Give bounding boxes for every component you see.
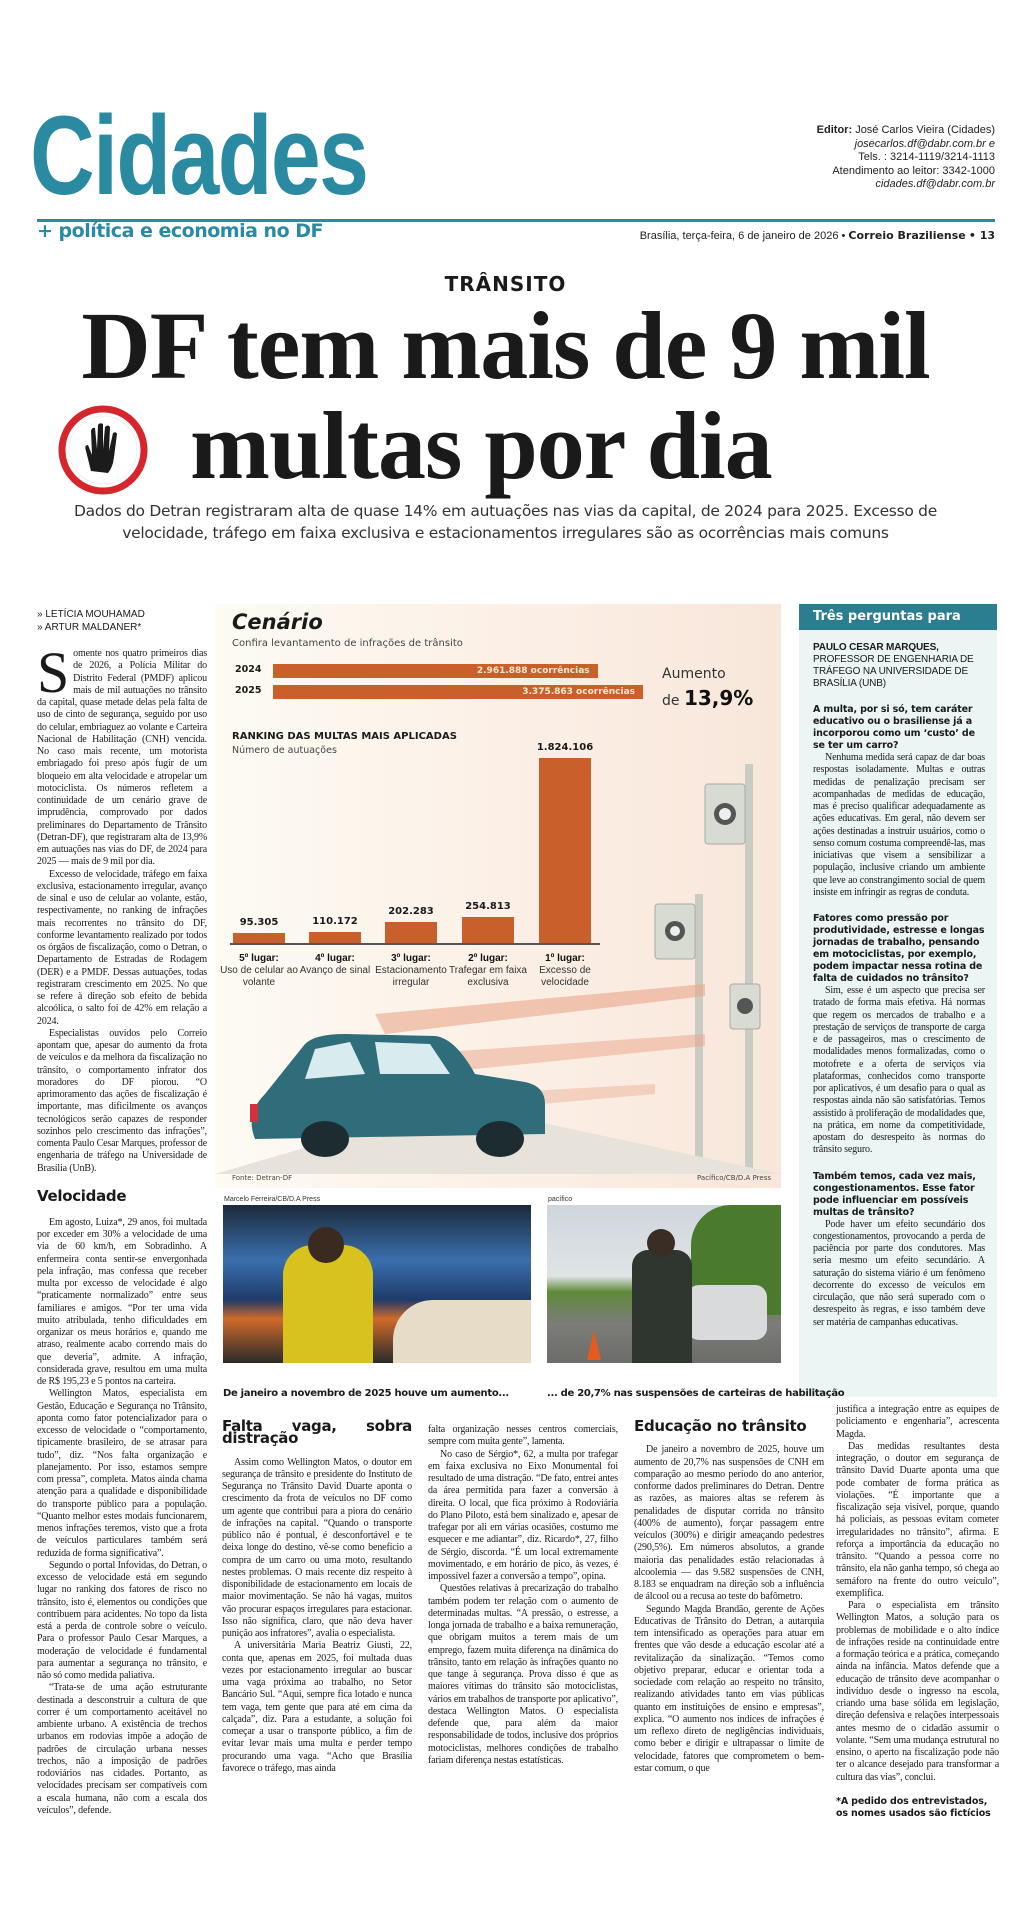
photo-credit: pacífico — [548, 1196, 573, 1203]
paragraph: Das medidas resultantes desta integração, o doutor em segurança de trânsito David Duarte aponta uma que pode combater de forma prática as violações. “É importante que a fiscalização seja visível, porque, quando há policiais, as pessoas evitam cometer irregularidades no trânsito”, afirma. E reforça a importância da educação no trânsito. “Quando a pessoa corre no trânsito, ela não ganha tempo, só chega ao semáforo na frente do outro veículo”, exemplifica. — [836, 1440, 999, 1599]
subheading-velocidade: Velocidade — [37, 1186, 127, 1205]
category-label: Trafegar em faixa exclusiva — [449, 965, 527, 988]
interview-sidebar — [799, 604, 997, 1397]
photo-traffic-stop-day — [547, 1205, 781, 1363]
paragraph: No caso de Sérgio*, 62, a multa por trafegar em faixa exclusiva no Eixo Monumental foi resultado de uma distração. “De fato, entrei antes da área permitida para fazer a conversão à direita. O local, que fica próximo à Rodoviária do Plano Piloto, está bem sinalizado e, apesar de trafegar por ali em várias ocasiões, costumo me esquecer e me adiantar”, diz. Ricardo*, 27, filho de Sérgio, discorda. “É um local extremamente movimentado, e em horário de pico, às vezes, é impossível fazer a conversão a tempo”, opina. — [428, 1448, 618, 1582]
ranking-bar — [385, 922, 437, 943]
ranking-value: 202.283 — [388, 906, 434, 918]
editor-info — [817, 124, 995, 192]
category-label: Uso de celular ao volante — [220, 965, 298, 988]
paragraph: Questões relativas à precarização do trabalho também podem ter relação com o aumento de determinadas multas. “A pressão, o estresse, a longa jornada de trabalho e a baixa remuneração, que obrigam muitos a terem mais de um emprego, fazem muita diferença na dinâmica do trânsito, tanto em relação às infrações quanto no que tange à segurança. Prova disso é que as maiores vítimas do trânsito são motociclistas, vários em trabalhos de transporte por aplicativo”, destaca Wellington Matos. O especialista defende que, para além da maior responsabilidade de todos, inclusive dos próprios motociclistas, melhores condições de trabalho fariam diferença nestas estatísticas. — [428, 1583, 618, 1766]
paragraph: Para o especialista em trânsito Wellington Matos, a solução para os problemas de mobilidade e o alto índice de infrações reside na continuidade entre a formação teórica e a prática, começando ainda na infância. Matos defende que a educação de trânsito deve acompanhar o indivíduo desde o ingresso na escola, criando uma base sólida em legislação, direção defensiva e relações interpessoais antes mesmo de o cidadão assumir o volante. “Sem uma mudança estrutural no ensino, o aperto na fiscalização pode não ter o alcance desejado para transformar a cultura das vias”, conclui. — [836, 1600, 999, 1783]
year-bar: 3.375.863 ocorrências — [273, 685, 643, 699]
paragraph: De janeiro a novembro de 2025, houve um aumento de 20,7% nas suspensões de CNH em comparação ao mesmo período do ano anterior, conforme dados preliminares do Detran. Dentre as razões, as maiores altas se referem às penalidades de disputar corrida no trânsito (400% de aumento), forçar passagem entre veículos (300%) e dirigir ameaçando pedestres (290,5%). Em números absolutos, a grande maioria das penalidades estão relacionadas à alcoolemia — das 9.582 suspensões de CNH, 8.183 se enquadram na direção sob a influência de álcool ou a recusa ao teste do bafômetro. — [634, 1444, 824, 1603]
subheading-educacao: Educação no trânsito — [634, 1417, 807, 1435]
ranking-bar — [462, 917, 514, 943]
paper-name: Correio Braziliense — [848, 229, 966, 242]
subheading-falta-vaga: Falta vaga, sobra distração — [222, 1417, 412, 1448]
interviewee-name: PAULO CESAR MARQUES, — [813, 642, 939, 653]
increase-prefix: de — [662, 693, 680, 709]
article-column-5 — [836, 1404, 999, 1820]
ranking-baseline — [230, 943, 600, 945]
question: Fatores como pressão por produtividade, estresse e longas jornadas de trabalho, pensando em motociclistas, por exemplo, podem impactar nessa rotina de falta de cuidados no trânsito? — [813, 913, 985, 984]
bylines — [37, 608, 207, 634]
paragraph: A universitária Maria Beatriz Giusti, 22, conta que, apenas em 2025, foi multada duas vezes por estacionamento irregular ao buscar uma vaga próxima ao trabalho, no Setor Bancário Sul. “Aqui, sempre fica lotado e nunca tem vaga, tem gente que para até em cima da calçada”, diz. Para a estudante, a solução foi começar a usar o transporte público, a fim de evitar levar mais uma multa e perder tempo procurando uma vaga. “Acho que Brasília favorece o tráfego, mas ainda — [222, 1640, 412, 1774]
answer: Pode haver um efeito secundário dos congestionamentos, provocando a perda de paciência por parte dos condutores. Mas seria mesmo um efeito secundário. A saturação do sistema viário é um fenômeno decorrente do excesso de veículos em circulação, que não será superado com o desrespeito às regras, e isso também deve ser matéria de campanhas educativas. — [813, 1218, 985, 1328]
page-number: • 13 — [968, 229, 995, 242]
byline: » LETÍCIA MOUHAMAD — [37, 609, 145, 620]
ranking-bar — [233, 933, 285, 943]
deck: Dados do Detran registraram alta de quase 14% em autuações nas vias da capital, de 2024 para 2025. Excesso de velocidade, tráfego em faixa exclusiva e estacionamentos irregulares são as ocorrências mais comuns — [74, 502, 937, 542]
category-label: Avanço de sinal — [299, 965, 371, 976]
paragraph: Em agosto, Luiza*, 29 anos, foi multada por exceder em 30% a velocidade de uma via de 60 km/h, em Sobradinho. A enfermeira conta sentir-se envergonhada pela infração, mas confessa que receber multa por excesso de velocidade é algo “praticamente normalizado” entre seus familiares e amigos. “Por ter uma vida muito atribulada, tenho dificuldades em organizar os meus horários e, quando me atraso, realmente acabo correndo mais do que deveria”, admite. A infração, considerada grave, resultou em uma multa de R$ 195,23 e 5 pontos na carteira. — [37, 1216, 207, 1387]
stop-hand-icon — [58, 405, 148, 495]
answer: Nenhuma medida será capaz de dar boas respostas isoladamente. Multas e outras medidas de penalização precisam ser acompanhadas de medidas de educação, mas é preciso qualificar adequadamente as ações educativas. Em geral, não devem ser ações destinadas a instruir usuários, como o senso comum costuma compreendê-las, mas iniciativas que visem a sensibilizar a população, inclusive criando um ambiente que leve ao constrangimento social de quem insiste em infringir as regras de conduta. — [813, 752, 985, 898]
paragraph: falta organização nesses centros comerciais, sempre com muita gente”, lamenta. — [428, 1424, 618, 1448]
footnote: *A pedido dos entrevistados, os nomes usados são fictícios — [836, 1795, 991, 1819]
editor-label: Editor: — [816, 124, 853, 136]
editor-name: José Carlos Vieira (Cidades) — [855, 124, 995, 136]
date: Brasília, terça-feira, 6 de janeiro de 2026 • — [639, 230, 846, 242]
car-illustration — [215, 974, 781, 1174]
year-label: 2024 — [235, 664, 262, 675]
photo-traffic-agent-night — [223, 1205, 531, 1363]
dateline — [640, 229, 995, 242]
paragraph: Somente nos quatro primeiros dias de 2026, a Polícia Militar do Distrito Federal (PMDF) aplicou mais de mil autuações no trânsito da capital, quase metade delas pela falta de uso de cinto de segurança, seguido por uso do celular, embriaguez ao volante e Carteira Nacional de Habilitação (CNH) vencida. No caso mais recente, um motorista embriagado foi preso após fugir de um bloqueio em alta velocidade e atropelar um motociclista. Os números refletem a continuidade de um cenário grave de imprudência, comprovado por dados preliminares do Departamento de Trânsito (Detran-DF), que registraram alta de 13,9% em autuações nas vias do DF, de 2024 para 2025 — mais de 9 mil por dia. — [37, 640, 207, 868]
photo-credit: Marcelo Ferreira/CB/D.A Press — [224, 1196, 321, 1203]
ranking-value: 110.172 — [312, 915, 358, 927]
chart-credit: Pacífico/CB/D.A Press — [697, 1174, 771, 1182]
drop-cap: S — [37, 640, 70, 705]
paragraph: Segundo Magda Brandão, gerente de Ações Educativas de Trânsito do Detran, a autarquia tem intensificado as operações para atuar em frentes que vão desde a educação escolar até a revitalização da sinalização. “Temos como objetivo preparar, educar e orientar toda a sociedade com relação ao respeito no trânsito, realizando atividades tanto em vias públicas quanto em instituições de ensino e empresas”, explica. “O aumento nos índices de infrações é um reflexo direto de negligências individuais, como beber e dirigir e ultrapassar o limite de velocidade, fatores que comprometem o bem-estar comum, o que — [634, 1603, 824, 1774]
infographic-subtitle: Confira levantamento de infrações de trânsito — [232, 638, 463, 649]
interviewee — [813, 642, 985, 690]
reader-service: Atendimento ao leitor: 3342-1000 — [832, 164, 995, 177]
ranking-value: 1.824.106 — [536, 742, 594, 753]
article-column-4 — [634, 1417, 824, 1775]
chart-source: Fonte: Detran-DF — [232, 1174, 293, 1182]
article-column-1 — [37, 608, 207, 1817]
photo-caption: De janeiro a novembro de 2025 houve um aumento... — [223, 1388, 509, 1399]
answer: Sim, esse é um aspecto que precisa ser tratado de forma mais efetiva. Há normas que regem os mercados de trabalho e a prestação de serviços de transporte de carga e de passageiros, mas o crescimento de modalidades menos formalizadas, como o motofrete e a oferta de serviços via plataformas, conhecidos como transporte por aplicativos, é um desafio para o qual as respostas ainda não são satisfatórias. Temos assistido à proliferação de modalidades que, na prática, em nome da competitividade, apostam do desrespeito às normas do trânsito seguro. — [813, 985, 985, 1156]
ranking-value: 254.813 — [465, 901, 511, 913]
rank-label: 2º lugar: — [468, 953, 508, 964]
ranking-value: 95.305 — [239, 917, 279, 929]
phones: Tels. : 3214-1119/3214-1113 — [858, 151, 995, 163]
rank-label: 4º lugar: — [315, 953, 355, 964]
byline: » ARTUR MALDANER* — [37, 622, 142, 633]
increase-value: 13,9% — [683, 686, 754, 710]
section-logo: Cidades — [30, 93, 368, 218]
article-column-2 — [222, 1417, 412, 1775]
ranking-bar — [309, 932, 361, 943]
ranking-bar — [539, 758, 591, 943]
ranking-title: RANKING DAS MULTAS MAIS APLICADAS — [232, 731, 457, 742]
ranking-subtitle: Número de autuações — [232, 745, 337, 756]
paragraph: Segundo o portal Infovidas, do Detran, o excesso de velocidade está em segundo lugar no ranking dos fatores de risco no trânsito, isto é, elementos ou condições que contribuem para acidentes. No topo da lista está a perda de controle sobre o veículo. Para o professor Paulo Cesar Marques, a moderação de velocidade é fundamental para aumentar a segurança no trânsito, e não só como medida paliativa. — [37, 1559, 207, 1681]
headline-line-1: DF tem mais de 9 mil — [81, 292, 930, 399]
rank-label: 5º lugar: — [239, 953, 279, 964]
infographic-title: Cenário — [232, 610, 323, 634]
sidebar-title: Três perguntas para — [799, 604, 997, 630]
rank-label: 3º lugar: — [391, 953, 431, 964]
category-label: Estacionamento irregular — [375, 965, 447, 988]
headline-line-2: multas por dia — [190, 392, 772, 499]
section-tagline: + política e economia no DF — [37, 220, 323, 242]
question: A multa, por si só, tem caráter educativo ou o brasiliense já a incorporou como um ‘custo’ de se ter um carro? — [813, 704, 975, 751]
editor-email[interactable]: josecarlos.df@dabr.com.br e — [854, 137, 995, 150]
year-label: 2025 — [235, 685, 262, 696]
increase-label: Aumento — [662, 666, 726, 682]
section-email[interactable]: cidades.df@dabr.com.br — [875, 178, 995, 190]
infographic — [215, 604, 781, 1188]
article-column-3 — [428, 1424, 618, 1767]
year-bar: 2.961.888 ocorrências — [273, 664, 598, 678]
paragraph: “Trata-se de uma ação estruturante destinada a desconstruir a cultura de que correr é um comportamento aceitável no ambiente urbano. A existência de trechos urbanos em rodovias impõe a adoção de padrões de circulação urbana nesses trechos, não a imposição de padrões rodoviários nas cidades. Portanto, as velocidades precisam ser compatíveis com a escala humana, não com a escala dos veículos”, defende. — [37, 1682, 207, 1816]
paragraph: Wellington Matos, especialista em Gestão, Educação e Segurança no Trânsito, aponta como fator potencializador para o excesso de velocidade o “comportamento, tipicamente brasileiro, de se atrasar para tudo”, diz. “Nos falta organização e planejamento. Por isso, estamos sempre com pressa”, completa. Matos ainda chama atenção para a qualidade e disponibilidade do transporte público para a população. “Quanto melhor estes modais funcionarem, menos infrações teremos, visto que a frota de veículos particulares também será reduzida de forma significativa”. — [37, 1388, 207, 1559]
paragraph: Especialistas ouvidos pelo Correio apontam que, apesar do aumento da frota de veículos e da melhora da fiscalização no trânsito, o comportamento infrator dos moradores do DF piorou. “O aprimoramento das ações de fiscalização é importante, mas dificilmente os avanços tecnológicos serão capazes de responder sozinhos pelo crescimento das infrações”, comenta Paulo Cesar Marques, professor de engenharia de tráfego na Universidade de Brasília (UnB). — [37, 1027, 207, 1174]
kicker: TRÂNSITO — [444, 272, 567, 296]
paragraph: Excesso de velocidade, tráfego em faixa exclusiva, estacionamento irregular, avanço de sinal e uso de celular ao volante, estão, respectivamente, no ranking de infrações mais recorrentes no trânsito do DF, conforme levantamento realizado por todos os órgãos de fiscalização, como o Detran, o Departamento de Estradas de Rodagem (DER) e a PMDF. Dessas autuações, todas registraram crescimento em 2025. No que se refere à direção sob efeito de bebida alcoólica, o salto foi de 42% em relação a 2024. — [37, 868, 207, 1027]
paragraph: justifica a integração entre as equipes de policiamento e engenharia”, acrescenta Magda. — [836, 1404, 999, 1440]
paragraph: Assim como Wellington Matos, o doutor em segurança de trânsito e presidente do Instituto de Segurança no Trânsito David Duarte aponta o crescimento da frota de veículos no DF como um agente que contribui para a piora do cenário de infrações na capital. “Quando o transporte público não é pontual, é desconfortável e te deixa longe do destino, vê-se como benefício a compra de um carro ou uma moto, resultando nestes problemas. O mais recente diz respeito à disponibilidade de estacionamento em locais de maior movimentação. Se não há vagas, muitos vão procurar espaços irregulares para estacionar. Isso não significa, claro, que não deva haver punição aos infratores”, avalia o especialista. — [222, 1456, 412, 1639]
question: Também temos, cada vez mais, congestionamentos. Esse fator pode influenciar em possíveis multas de trânsito? — [813, 1170, 976, 1218]
interviewee-role: PROFESSOR DE ENGENHARIA DE TRÁFEGO NA UNIVERSIDADE DE BRASÍLIA (UNB) — [813, 654, 974, 689]
rank-label: 1º lugar: — [545, 953, 585, 964]
photo-caption: ... de 20,7% nas suspensões de carteiras de habilitação — [547, 1388, 845, 1399]
category-label: Excesso de velocidade — [539, 965, 591, 988]
